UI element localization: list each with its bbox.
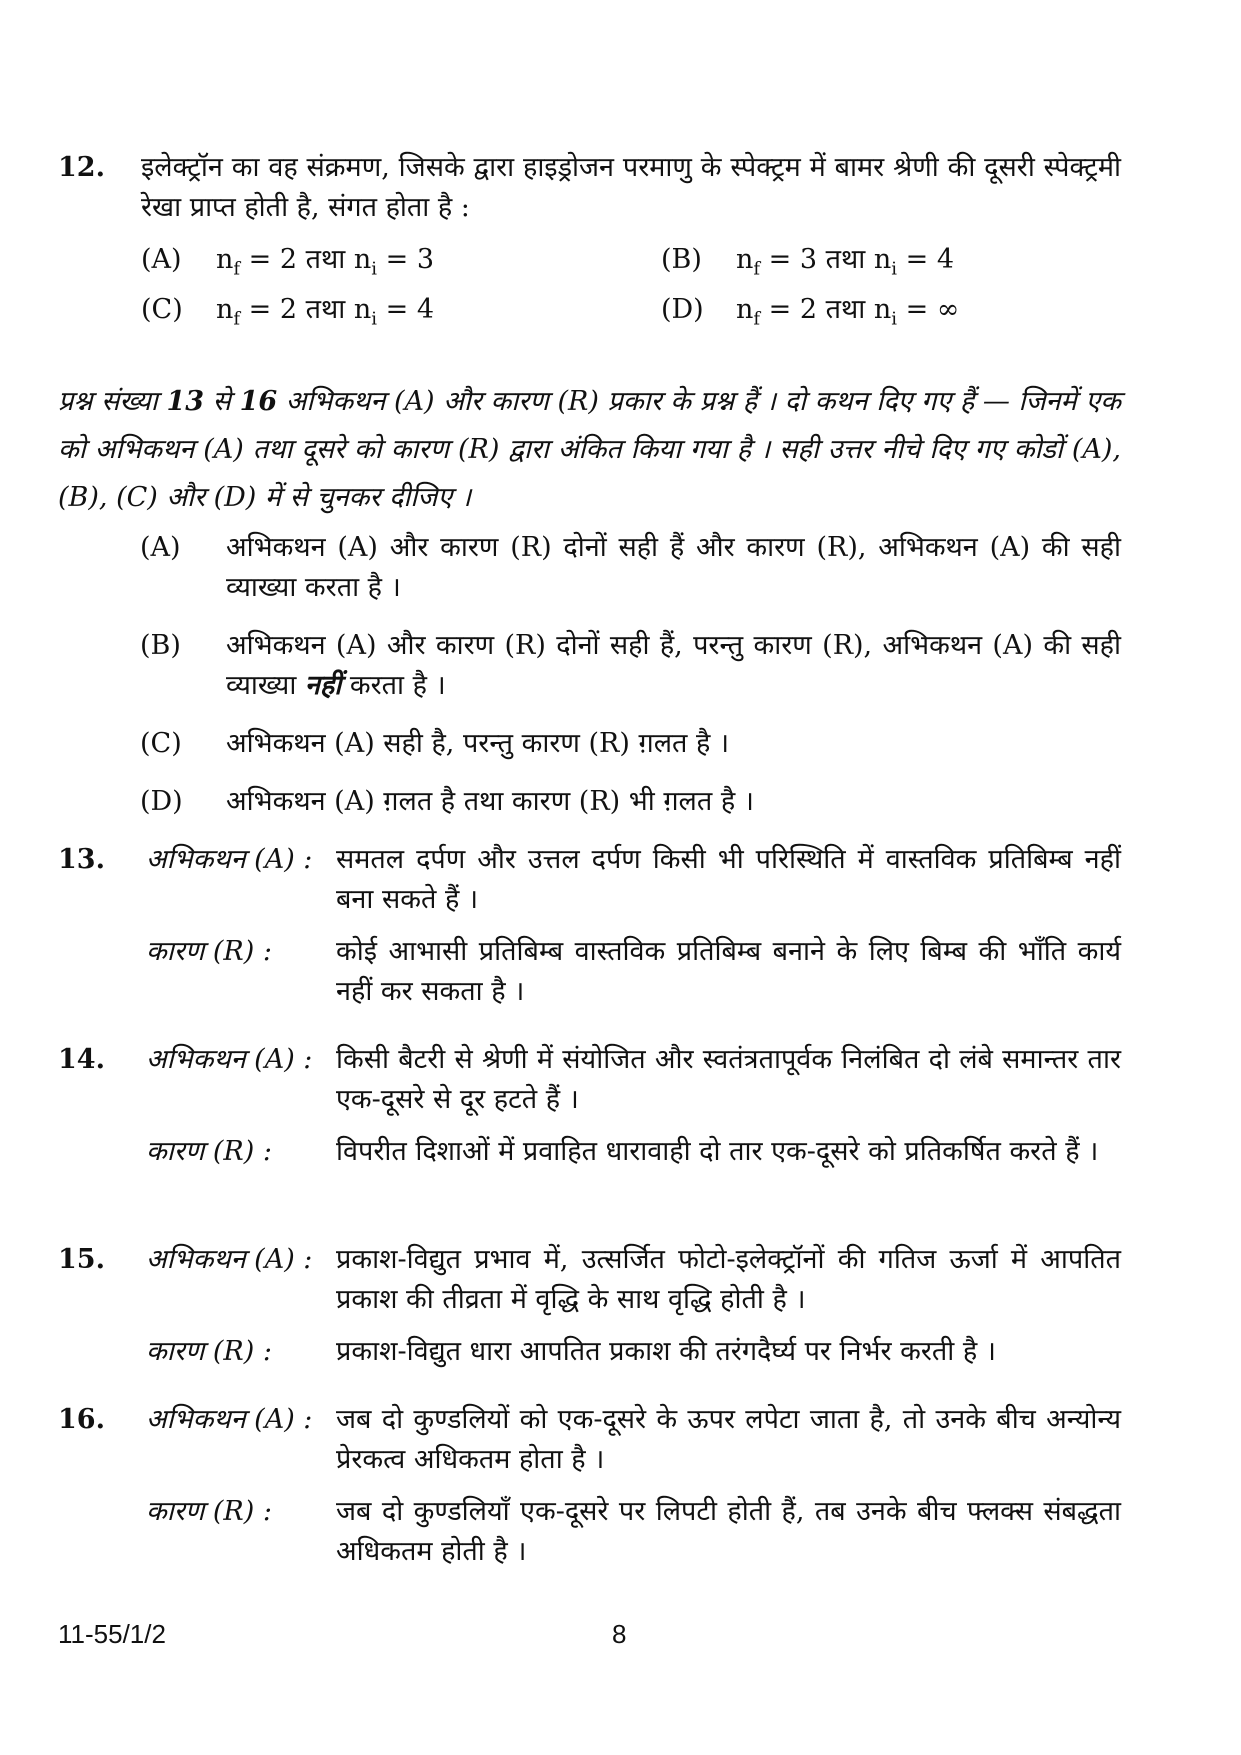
code-text: अभिकथन (A) और कारण (R) दोनों सही हैं, परन्तु कारण (R), अभिकथन (A) की सही व्याख्या नहीं करता है । <box>226 630 1121 701</box>
reason-tag: कारण (R) : <box>146 1136 272 1167</box>
code-text: अभिकथन (A) ग़लत है तथा कारण (R) भी ग़लत है । <box>226 786 754 817</box>
assertion-text: जब दो कुण्डलियों को एक-दूसरे के ऊपर लपेटा जाता है, तो उनके बीच अन्योन्य प्रेरकत्व अधिकतम होता है । <box>336 1404 1121 1475</box>
option-d <box>661 290 1121 330</box>
question-number: 15. <box>58 1244 105 1275</box>
assertion-tag: अभिकथन (A) : <box>146 844 313 875</box>
page-number: 8 <box>612 1619 627 1649</box>
question-15 <box>58 1240 1121 1372</box>
code-label: (C) <box>140 728 182 759</box>
question-12 <box>58 148 1121 330</box>
assertion-text: प्रकाश-विद्युत प्रभाव में, उत्सर्जित फोटो-इलेक्ट्रॉनों की गतिज ऊर्जा में आपतित प्रकाश की तीव्रता में वृद्धि के साथ वृद्धि होती है । <box>336 1244 1121 1315</box>
assertion-row <box>146 840 1121 920</box>
code-d <box>140 782 1121 822</box>
code-c <box>140 724 1121 764</box>
option-value: $n_f = 2$ तथा $n_i = 3$ <box>216 244 435 280</box>
option-value: $n_f = 3$ तथा $n_i = 4$ <box>736 244 955 280</box>
reason-text: प्रकाश-विद्युत धारा आपतित प्रकाश की तरंगदैर्घ्य पर निर्भर करती है । <box>336 1336 997 1367</box>
option-c <box>141 290 661 330</box>
assertion-row <box>146 1040 1121 1120</box>
option-a <box>141 240 661 280</box>
question-13 <box>58 840 1121 1012</box>
assertion-row <box>146 1400 1121 1480</box>
code-a <box>140 528 1121 608</box>
code-label: (D) <box>140 786 183 817</box>
code-text: अभिकथन (A) सही है, परन्तु कारण (R) ग़लत है । <box>226 728 730 759</box>
question-14 <box>58 1040 1121 1172</box>
question-number: 16. <box>58 1404 105 1435</box>
reason-tag: कारण (R) : <box>146 1336 272 1367</box>
reason-tag: कारण (R) : <box>146 936 272 967</box>
emphasis-text: नहीं <box>304 670 342 701</box>
reason-row <box>146 1332 1121 1372</box>
option-label: (D) <box>661 294 704 325</box>
option-label: (B) <box>661 244 702 275</box>
option-value: $n_f = 2$ तथा $n_i$ = ∞ <box>736 294 960 330</box>
reason-tag: कारण (R) : <box>146 1496 272 1527</box>
assertion-reason-instructions: प्रश्न संख्या 13 से 16 अभिकथन (A) और कारण (R) प्रकार के प्रश्न हैं । दो कथन दिए गए हैं — जिनमें एक को अभिकथन (A) तथा दूसरे को कारण (R) द्वारा अंकित किया गया है । सही उत्तर नीचे दिए गए कोडों (A), (B), (C) और (D) में से चुनकर दीजिए । <box>58 386 1122 513</box>
reason-text: विपरीत दिशाओं में प्रवाहित धारावाही दो तार एक-दूसरे को प्रतिकर्षित करते हैं । <box>336 1136 1099 1167</box>
assertion-tag: अभिकथन (A) : <box>146 1404 313 1435</box>
question-number: 14. <box>58 1044 105 1075</box>
question-number: 12. <box>58 152 105 183</box>
paper-code: 11-55/1/2 <box>58 1619 166 1649</box>
code-text: अभिकथन (A) और कारण (R) दोनों सही हैं और कारण (R), अभिकथन (A) की सही व्याख्या करता है । <box>226 532 1121 603</box>
assertion-tag: अभिकथन (A) : <box>146 1244 313 1275</box>
reason-row <box>146 1132 1121 1172</box>
question-text: इलेक्ट्रॉन का वह संक्रमण, जिसके द्वारा हाइड्रोजन परमाणु के स्पेक्ट्रम में बामर श्रेणी की दूसरी स्पेक्ट्रमी रेखा प्राप्त होती है, संगत होता है : <box>141 152 1121 223</box>
code-label: (A) <box>140 532 181 563</box>
reason-row <box>146 1492 1121 1572</box>
reason-row <box>146 932 1121 1012</box>
assertion-text: समतल दर्पण और उत्तल दर्पण किसी भी परिस्थिति में वास्तविक प्रतिबिम्ब नहीं बना सकते हैं । <box>336 844 1121 915</box>
reason-text: कोई आभासी प्रतिबिम्ब वास्तविक प्रतिबिम्ब बनाने के लिए बिम्ब की भाँति कार्य नहीं कर सकता है । <box>336 936 1121 1007</box>
question-number: 13. <box>58 844 105 875</box>
code-b <box>140 626 1121 706</box>
reason-text: जब दो कुण्डलियाँ एक-दूसरे पर लिपटी होती हैं, तब उनके बीच फ्लक्स संबद्धता अधिकतम होती है । <box>336 1496 1121 1567</box>
assertion-tag: अभिकथन (A) : <box>146 1044 313 1075</box>
assertion-text: किसी बैटरी से श्रेणी में संयोजित और स्वतंत्रतापूर्वक निलंबित दो लंबे समान्तर तार एक-दूसरे से दूर हटते हैं । <box>336 1044 1121 1115</box>
answer-codes <box>140 528 1121 840</box>
options-grid <box>141 240 1121 330</box>
question-16 <box>58 1400 1121 1572</box>
option-label: (A) <box>141 244 182 275</box>
assertion-row <box>146 1240 1121 1320</box>
code-label: (B) <box>140 630 181 661</box>
option-b <box>661 240 1121 280</box>
option-value: $n_f = 2$ तथा $n_i = 4$ <box>216 294 435 330</box>
option-label: (C) <box>141 294 183 325</box>
